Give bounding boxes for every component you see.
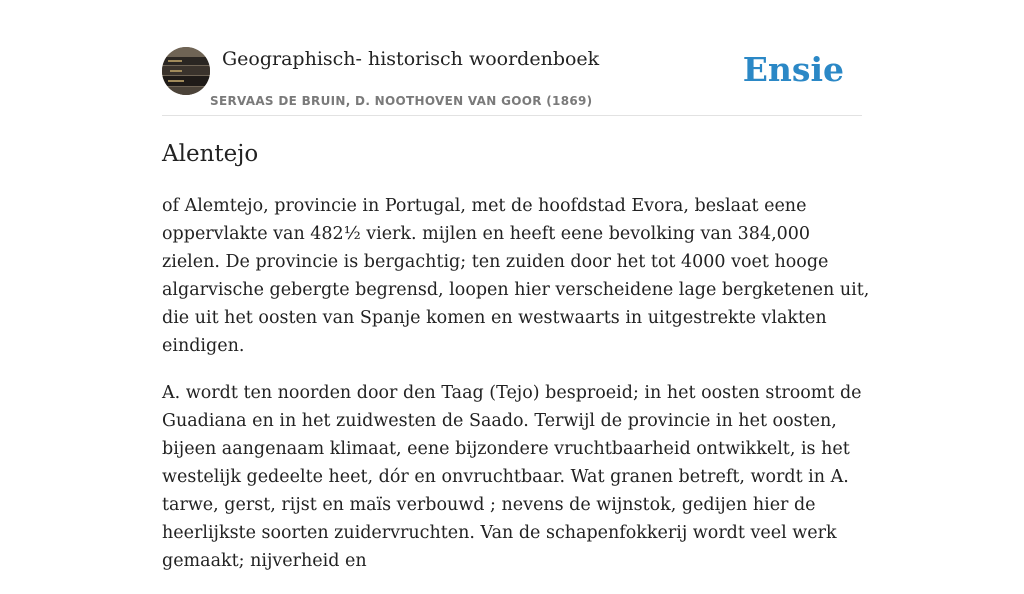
book-spines-graphic — [162, 47, 210, 95]
book-author: SERVAAS DE BRUIN, D. NOOTHOVEN VAN GOOR (1869) — [210, 94, 593, 108]
book-spines-icon[interactable] — [162, 47, 210, 95]
ensie-logo[interactable]: Ensie — [742, 50, 844, 89]
book-title[interactable]: Geographisch- historisch woordenboek — [222, 48, 600, 70]
article-content — [162, 192, 872, 594]
article-paragraph: of Alemtejo, provincie in Portugal, met de hoofdstad Evora, beslaat eene oppervlakte van 482½ vierk. mijlen en heeft eene bevolking van 384,000 zielen. De provincie is bergachtig; ten zuiden door het tot 4000 voet hooge algarvische gebergte begrensd, loopen hier verscheidene lage bergketenen uit, die uit het oosten van Spanje komen en westwaarts in uitgestrekte vlakten eindigen. — [162, 196, 870, 356]
header — [162, 45, 862, 116]
lemma-title: Alentejo — [162, 141, 259, 167]
article-paragraph: A. wordt ten noorden door den Taag (Tejo) besproeid; in het oosten stroomt de Guadiana en in het zuidwesten de Saado. Terwijl de provincie in het oosten, bijeen aangenaam klimaat, eene bijzondere vruchtbaarheid ontwikkelt, is het westelijk gedeelte heet, dór en onvruchtbaar. Wat granen betreft, wordt in A. tarwe, gerst, rijst en maïs verbouwd ; nevens de wijnstok, gedijen hier de heerlijkste soorten zuidervruchten. Van de schapenfokkerij wordt veel werk gemaakt; nijverheid en — [162, 383, 862, 571]
